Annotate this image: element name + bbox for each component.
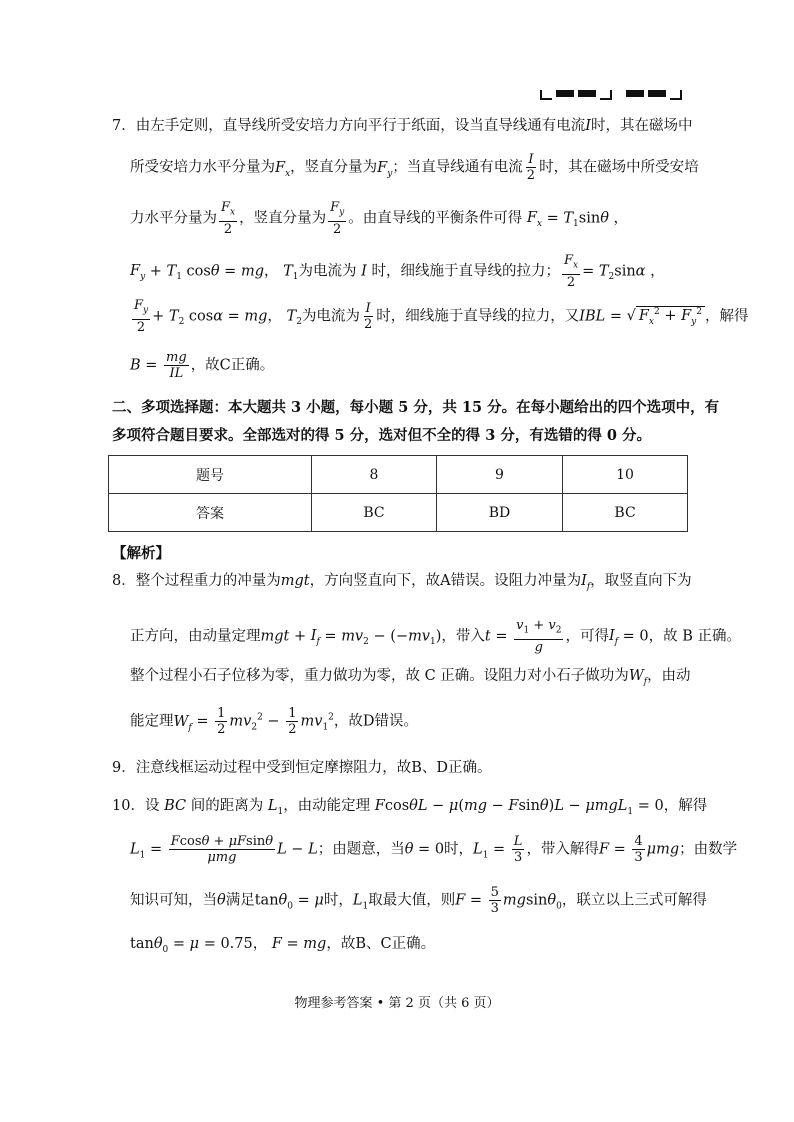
q8-line-2: 正方向，由动量定理mgt + $I_f = mv_2 - (-mv_1)$，带入t = $\frac{v_1 + v_2}{g}$ ，可得$I_f = 0$，故 B 正确。: [130, 618, 742, 655]
table-cell: BC: [563, 494, 688, 532]
q7-line-5: $\frac{F_y}{2}$ + $T_2$ cosα = mg， $T_2$为电流为 $\frac{I}{2}$ 时，细线施于直导线的拉力，又IBL = √ $F_x^2 + F_y^2$ ，解得: [134, 298, 749, 335]
page-footer: 物理参考答案 • 第 2 页（共 6 页）: [294, 996, 500, 1011]
q8-line-4: 能定理$W_f$ = $\frac{1}{2}$ $mv_2^2$ − $\frac{1}{2}$ $mv_1^2$，故D错误。: [130, 706, 419, 737]
table-row: [109, 456, 688, 494]
q10-line-3: 知识可知，当θ满足tanθ$_0$ = μ时，$L_1$取最大值，则F = $\frac{5}{3}$ mgsinθ$_0$，联立以上三式可解得: [130, 885, 707, 916]
q8-line-1: 8．整个过程重力的冲量为mgt，方向竖直向下，故A错误。设阻力冲量为$I_f$，取竖直向下为: [112, 573, 692, 592]
answer-table: [108, 455, 688, 532]
q7-line-3: 力水平分量为 $\frac{F_x}{2}$ ，竖直分量为 $\frac{F_y}{2}$ 。由直导线的平衡条件可得 $F_x = T_1\sin\theta$ ，: [130, 200, 629, 237]
q7-line-4: $F_y + T_1$ cosθ = mg， $T_1$为电流为 I 时，细线施于直导线的拉力； $\frac{F_x}{2}$ = $T_2\sin\alpha$ ，: [130, 253, 665, 290]
table-cell: BC: [312, 494, 437, 532]
q7-line-6: B = $\frac{mg}{IL}$ ，故C正确。: [130, 350, 275, 381]
q8-line-3: 整个过程小石子位移为零，重力做功为零，故 C 正确。设阻力对小石子做功为$W_f$，由动: [130, 668, 691, 687]
table-cell: BD: [436, 494, 562, 532]
table-cell: 10: [563, 456, 688, 494]
q7-line-1: 7．由左手定则，直导线所受安培力方向平行于纸面，设当直导线通有电流I时，其在磁场中: [112, 118, 693, 134]
table-cell: 8: [312, 456, 437, 494]
q10-line-1: 10．设 BC 间的距离为 $L_1$，由动能定理 FcosθL − μ(mg − Fsinθ)L − μmgL$_1$ = 0，解得: [112, 798, 708, 817]
q10-line-2: $L_1$ = $\frac{Fcos\theta + \mu Fsin\theta}{\text{μmg}}$ L − L；由题意，当θ = 0时，$L_1$ = $\frac{L}{3}$ ，带入解得F = $\frac{4}{3}$ μmg；由数学: [130, 834, 738, 865]
analysis-heading: 【解析】: [112, 545, 170, 562]
table-cell: 9: [436, 456, 562, 494]
q7-line-2: 所受安培力水平分量为$F_x$，竖直分量为$F_y$；当直导线通有电流 $\frac{I}{2}$ 时，其在磁场中所受安培: [130, 152, 699, 183]
table-cell: 答案: [109, 494, 312, 532]
section-2-title: 二、多项选择题：本大题共 3 小题，每小题 5 分，共 15 分。在每小题给出的四个选项中，有: [112, 399, 720, 416]
q10-line-4: tanθ$_0$ = μ = 0.75， F = mg，故B、C正确。: [130, 936, 436, 955]
section-2-title-cont: 多项符合题目要求。全部选对的得 5 分，选对但不全的得 3 分，有选错的得 0 分。: [112, 427, 652, 444]
corner-registration-marks: [540, 86, 682, 100]
q9-line: 9．注意线框运动过程中受到恒定摩擦阻力，故B、D正确。: [112, 760, 492, 776]
table-row: [109, 494, 688, 532]
table-cell: 题号: [109, 456, 312, 494]
